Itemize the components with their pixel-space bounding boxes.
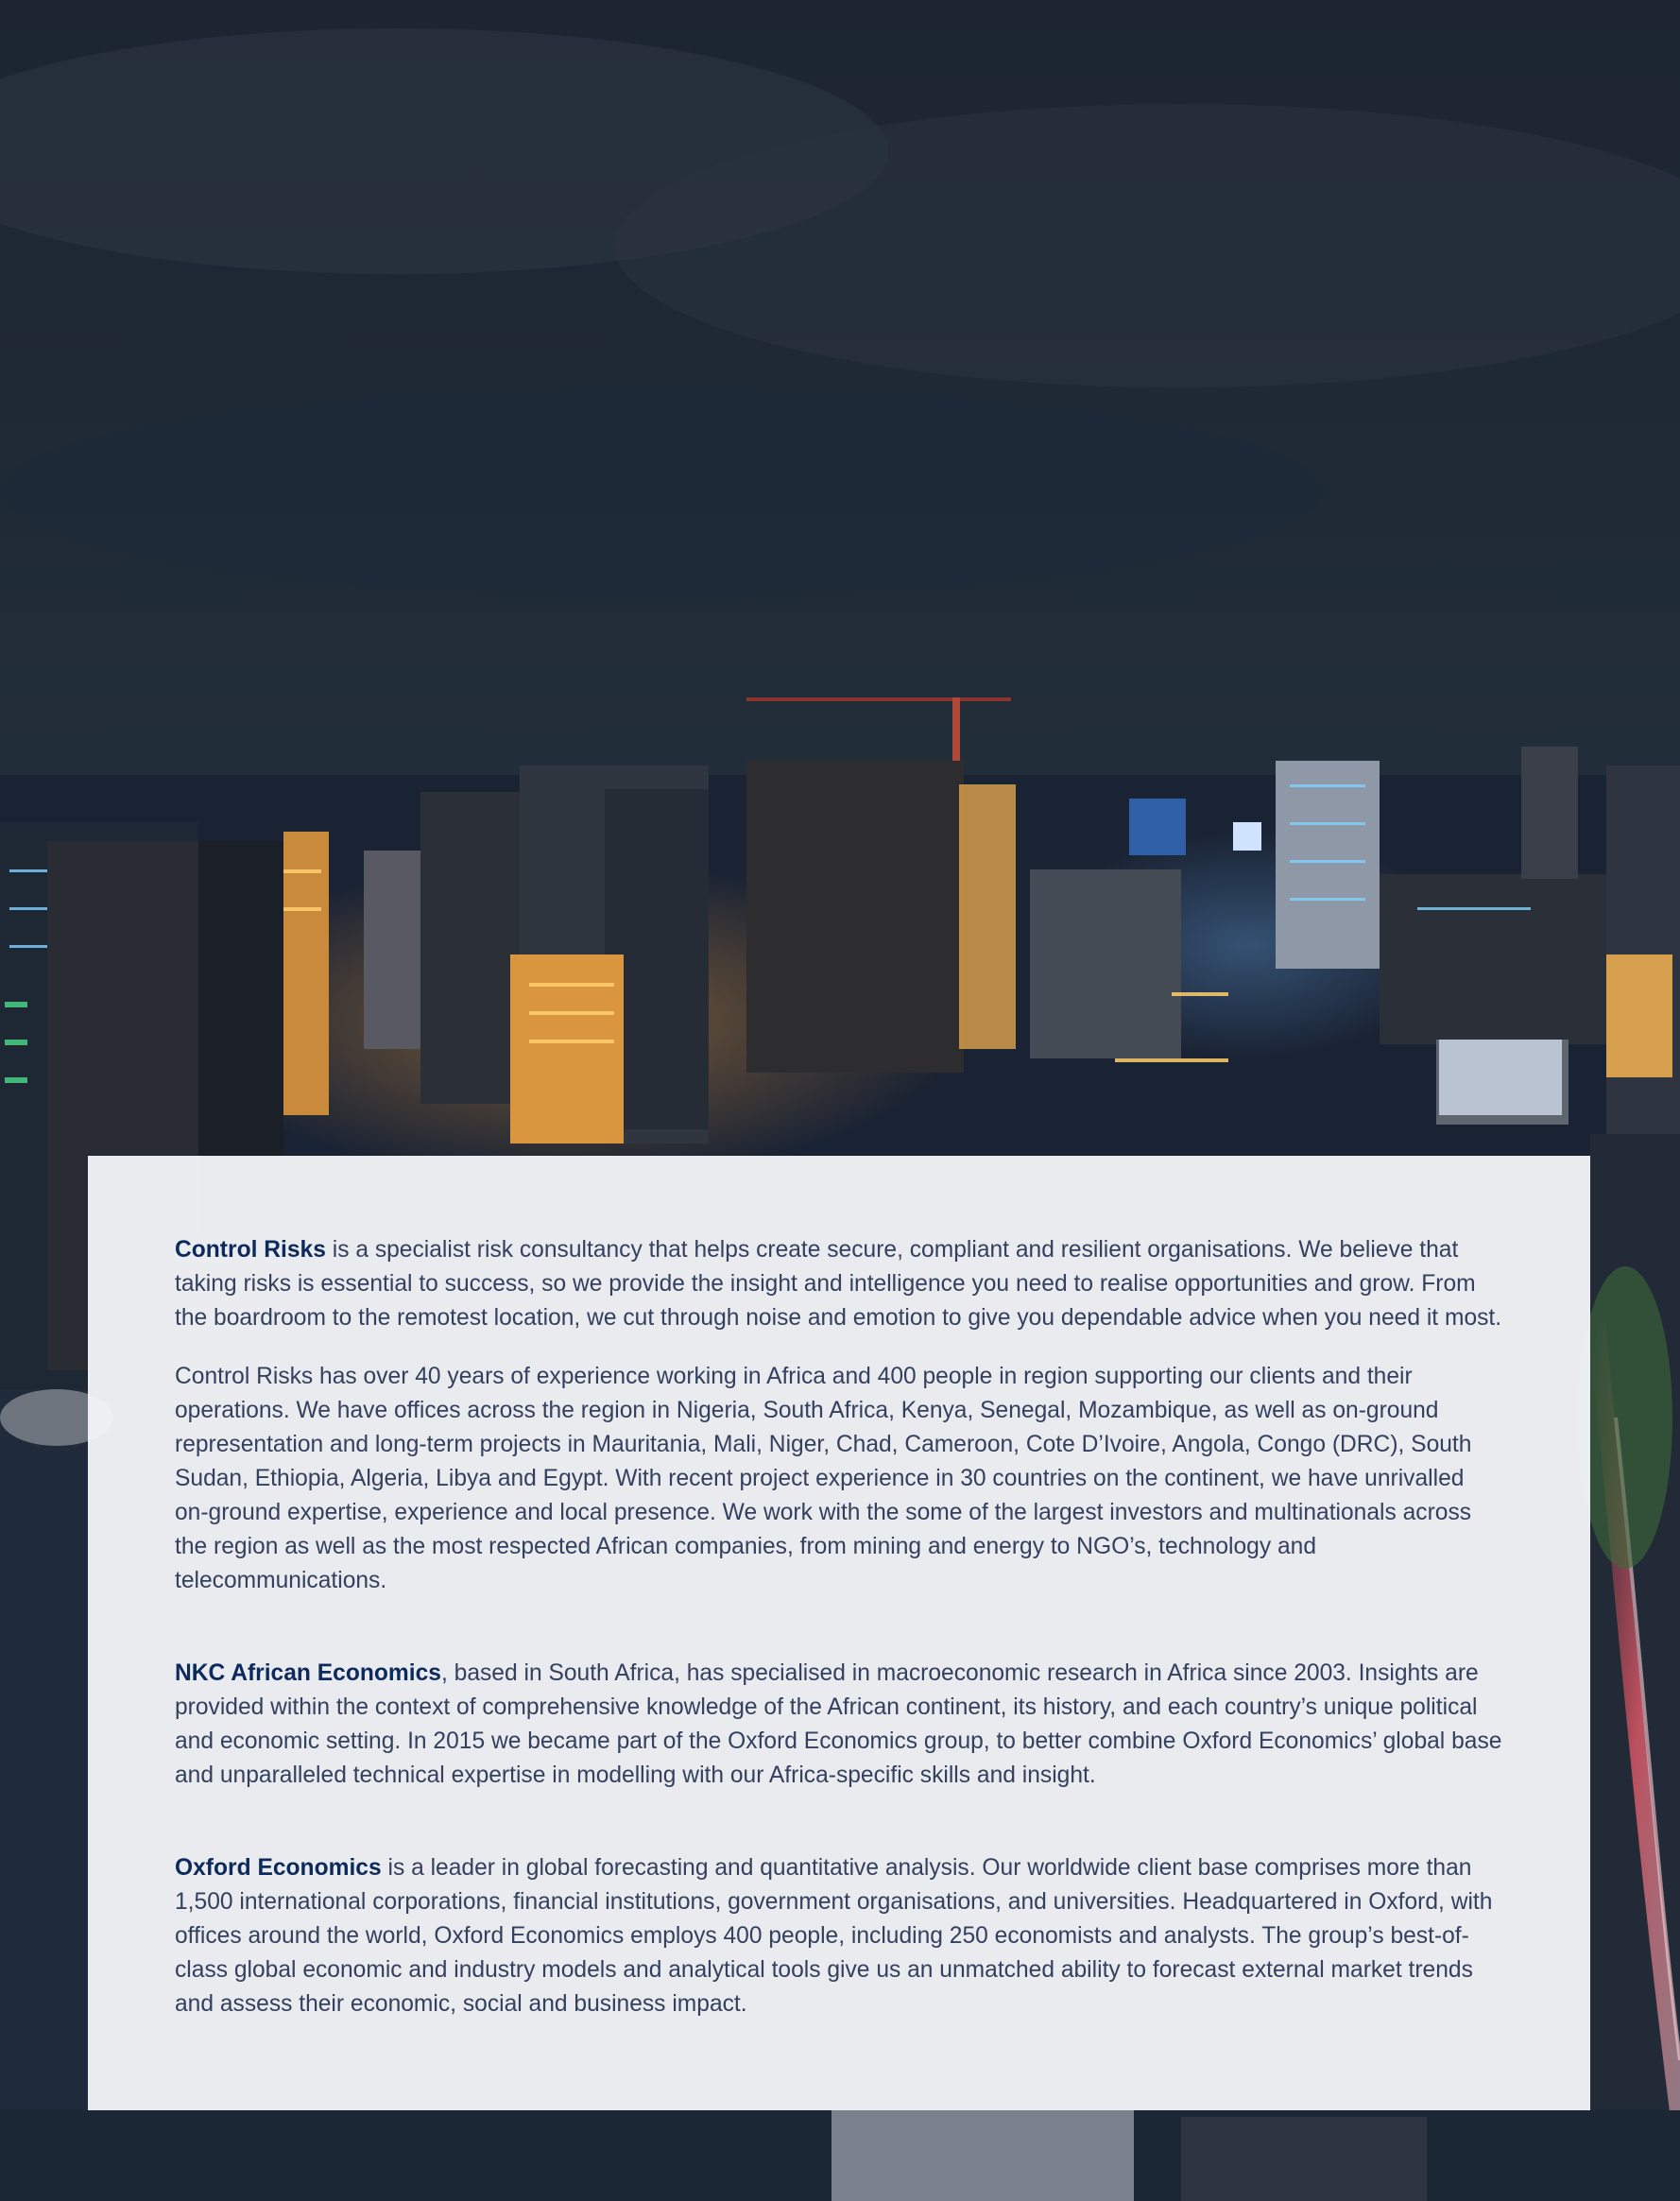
oxford-economics-paragraph bbox=[175, 1851, 1503, 2021]
oxford-economics-text: is a leader in global forecasting and quantitative analysis. Our worldwide client base comprises more than 1,500 international corporations, financial institutions, government organisations, and universities. Headquartered in Oxford, with offices around the world, Oxford Economics employs 400 people, including 250 economists and analysts. The group’s best-of-class global economic and industry models and analytical tools give us an unmatched ability to forecast external market trends and assess their economic, social and business impact. bbox=[175, 1855, 1493, 2017]
control-risks-paragraph bbox=[175, 1233, 1503, 1335]
control-risks-text: is a specialist risk consultancy that helps create secure, compliant and resilient organisations. We believe that taking risks is essential to success, so we provide the insight and intelligence you need to realise opportunities and grow. From the boardroom to the remotest location, we cut through noise and emotion to give you dependable advice when you need it most. bbox=[175, 1237, 1502, 1331]
control-risks-heading: Control Risks bbox=[175, 1237, 326, 1263]
nkc-heading: NKC African Economics bbox=[175, 1660, 441, 1686]
oxford-economics-heading: Oxford Economics bbox=[175, 1855, 382, 1881]
nkc-text: , based in South Africa, has specialised in macroeconomic research in Africa since 2003. Insights are provided within the context of comprehensive knowledge of the African continent, its history, and each country’s unique political and economic setting. In 2015 we became part of the Oxford Economics group, to better combine Oxford Economics’ global base and unparalleled technical expertise in modelling with our Africa-specific skills and insight. bbox=[175, 1660, 1502, 1788]
control-risks-africa-text: Control Risks has over 40 years of experience working in Africa and 400 people in region supporting our clients and their operations. We have offices across the region in Nigeria, South Africa, Kenya, Senegal, Mozambique, as well as on-ground representation and long-term projects in Mauritania, Mali, Niger, Chad, Cameroon, Cote D’Ivoire, Angola, Congo (DRC), South Sudan, Ethiopia, Algeria, Libya and Egypt. With recent project experience in 30 countries on the continent, we have unrivalled on-ground expertise, experience and local presence. We work with the some of the largest investors and multinationals across the region as well as the most respected African companies, from mining and energy to NGO’s, technology and telecommunications. bbox=[175, 1364, 1472, 1593]
text-panel bbox=[88, 1156, 1590, 2110]
nkc-paragraph bbox=[175, 1657, 1503, 1793]
control-risks-africa-paragraph bbox=[175, 1360, 1503, 1598]
